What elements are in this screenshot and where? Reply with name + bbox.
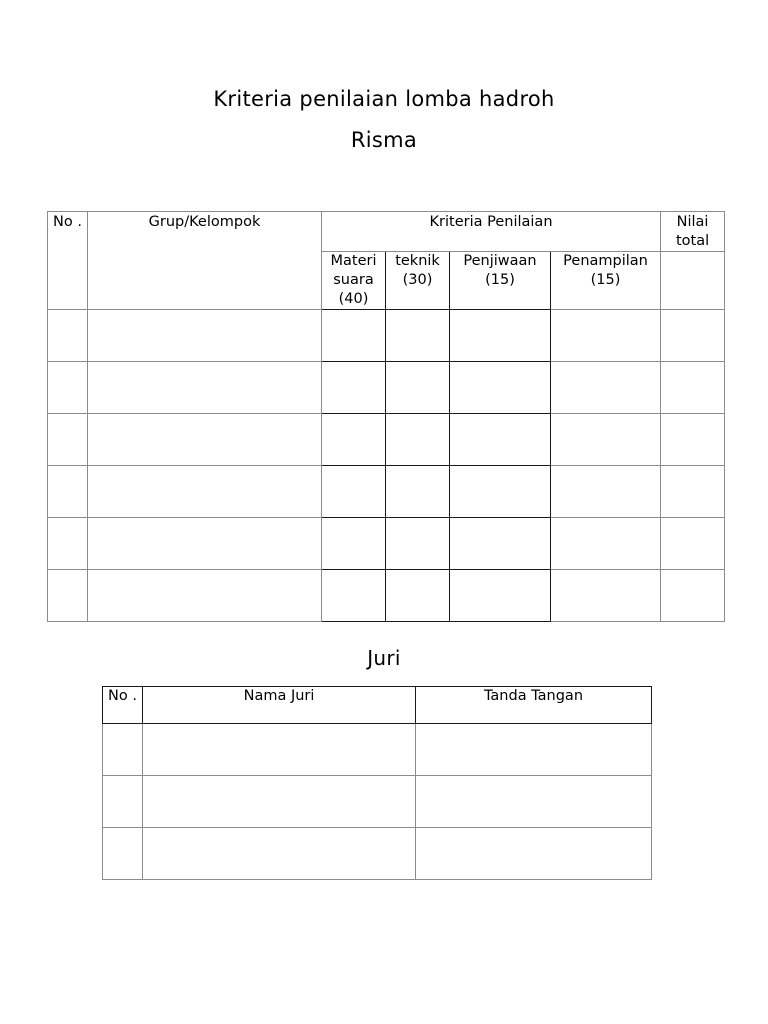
- table-row: [103, 828, 652, 880]
- table-row: [48, 414, 725, 466]
- header-no: No .: [48, 212, 88, 310]
- juri-header-name: Nama Juri: [143, 687, 416, 724]
- header-criteria-penjiwaan: Penjiwaan (15): [450, 252, 551, 310]
- header-criteria: Kriteria Penilaian: [322, 212, 661, 252]
- juri-header-signature: Tanda Tangan: [416, 687, 652, 724]
- document-title: Kriteria penilaian lomba hadroh: [213, 87, 555, 111]
- scoring-table: [47, 211, 725, 622]
- document-subtitle: Risma: [350, 128, 418, 152]
- header-total: Nilai total: [661, 212, 725, 252]
- table-row: [48, 362, 725, 414]
- table-row: [103, 724, 652, 776]
- header-criteria-penampilan: Penampilan (15): [551, 252, 661, 310]
- juri-heading: Juri: [367, 646, 401, 670]
- juri-table: [102, 686, 652, 880]
- table-row: [48, 570, 725, 622]
- header-criteria-teknik: teknik (30): [386, 252, 450, 310]
- header-group: Grup/Kelompok: [88, 212, 322, 310]
- header-criteria-materi: Materi suara (40): [322, 252, 386, 310]
- header-total-empty: [661, 252, 725, 310]
- juri-header-no: No .: [103, 687, 143, 724]
- table-row: [48, 310, 725, 362]
- table-row: [48, 466, 725, 518]
- table-row: [48, 518, 725, 570]
- table-row: [103, 776, 652, 828]
